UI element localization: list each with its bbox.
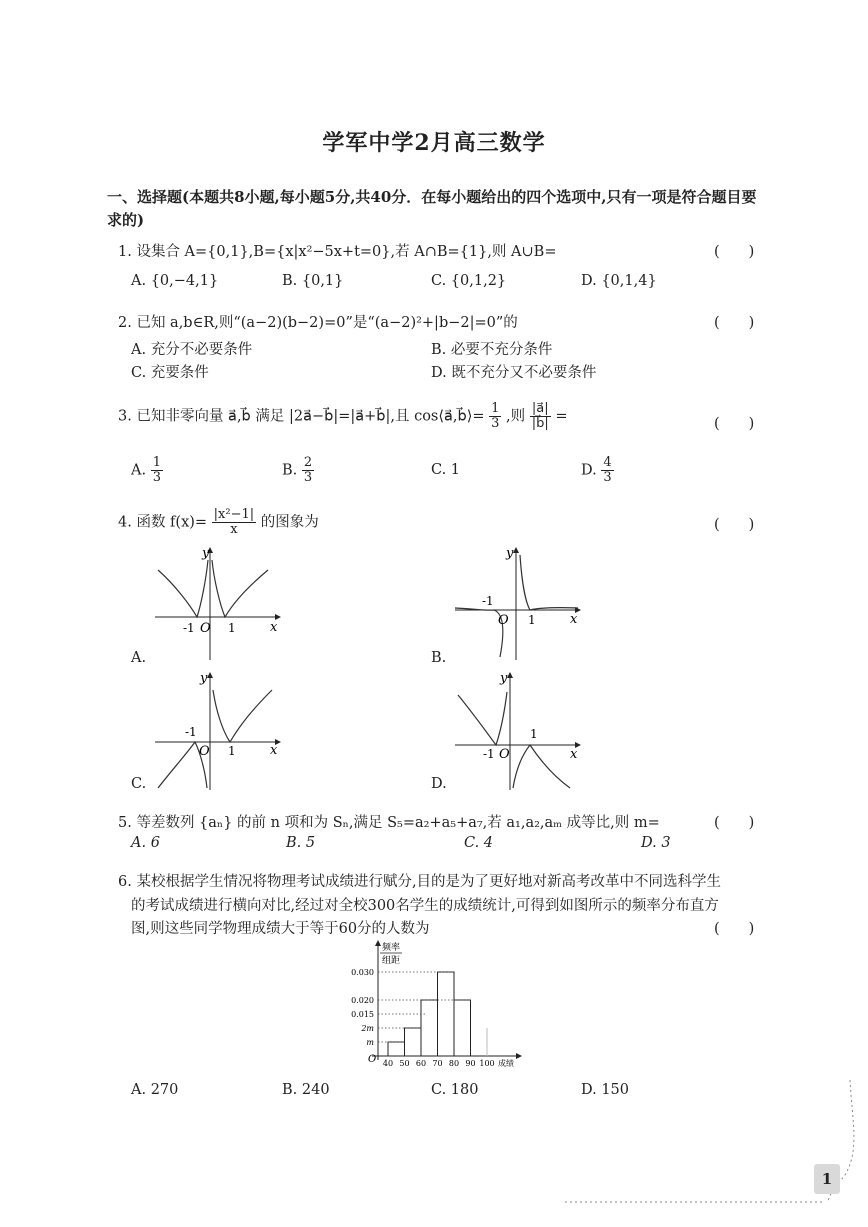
- graph-a-origin: O: [200, 621, 211, 636]
- q3-ratio-num: |a⃗|: [530, 402, 551, 417]
- page-number: 1: [821, 1170, 833, 1188]
- graph-a: [150, 545, 290, 665]
- q3-cos-num: 1: [491, 401, 500, 416]
- q3-option-b-den: 3: [303, 470, 313, 485]
- answer-paren-3: ( ): [714, 416, 755, 432]
- question-5: 5. 等差数列 {aₙ} 的前 n 项和为 Sₙ,满足 S₅=a₂+a₅+a₇,若 a₁,a₂,aₘ 成等比,则 m=: [118, 815, 660, 831]
- q3-cos-fraction: [489, 402, 501, 431]
- q6-option-a: A. 270: [131, 1082, 179, 1098]
- graph-d-x-label: x: [570, 747, 578, 762]
- q2-option-b: B. 必要不充分条件: [431, 342, 553, 358]
- q3-option-d-num: 4: [603, 455, 612, 470]
- q5-option-b: B. 5: [286, 835, 316, 851]
- section-heading: 一、选择题(本题共8小题,每小题5分,共40分．在每小题给出的四个选项中,只有一项是符合题目要求的): [107, 188, 757, 229]
- histogram-bar-40-50: [388, 1042, 405, 1056]
- histogram-ylabel-bottom: 组距: [382, 956, 401, 966]
- histogram-y-tick-label: 0.020: [351, 996, 374, 1005]
- question-1: 1. 设集合 A={0,1},B={x|x²−5x+t=0},若 A∩B={1},则 A∪B=: [118, 244, 557, 260]
- q6-option-b: B. 240: [282, 1082, 330, 1098]
- graph-d-neg1: -1: [483, 747, 495, 761]
- q3-cos-den: 3: [491, 416, 500, 431]
- q6-option-d: D. 150: [581, 1082, 630, 1098]
- q2-option-c: C. 充要条件: [131, 365, 209, 381]
- q1-option-d: D. {0,1,4}: [581, 273, 657, 289]
- q3-option-d-den: 3: [603, 470, 612, 485]
- q3-option-a-fraction: [151, 456, 163, 485]
- graph-a-pos1: 1: [228, 621, 236, 635]
- q3-option-a-num: 1: [152, 455, 161, 470]
- graph-b-neg1: -1: [482, 594, 494, 608]
- answer-paren-6: ( ): [714, 921, 755, 937]
- q4-num: |x²−1|: [213, 507, 255, 522]
- histogram-bar-70-80: [438, 972, 455, 1056]
- answer-paren-1: ( ): [714, 244, 755, 260]
- q4-option-d: D.: [431, 776, 447, 792]
- q3-option-d-fraction: [601, 456, 613, 485]
- q4-fraction: [212, 508, 256, 537]
- histogram-x-arrow: [516, 1053, 522, 1059]
- q3-option-b-label: B.: [282, 462, 298, 479]
- q1-option-b: B. {0,1}: [282, 273, 344, 289]
- frequency-histogram: [340, 938, 540, 1073]
- q3-text-mid: ,则: [506, 408, 526, 425]
- q5-option-c: C. 4: [464, 835, 494, 851]
- graph-c-y-label: y: [200, 671, 208, 686]
- graph-a-x-label: x: [270, 620, 278, 635]
- histogram-xlabel: 成绩: [498, 1059, 514, 1068]
- histogram-x-tick-label: 40: [382, 1059, 394, 1068]
- q3-option-d-label: D.: [581, 462, 597, 479]
- histogram-x-tick-label: 100: [479, 1059, 495, 1068]
- page-title: 学军中学2月高三数学: [322, 130, 546, 156]
- q1-option-c: C. {0,1,2}: [431, 273, 507, 289]
- q2-option-d: D. 既不充分又不必要条件: [431, 365, 597, 381]
- histogram-bar-60-70: [421, 1000, 438, 1056]
- graph-d-pos1: 1: [530, 727, 538, 741]
- graph-d-origin: O: [499, 747, 510, 762]
- histogram-y-tick-label: 0.015: [351, 1010, 374, 1019]
- q3-option-c: C. 1: [431, 462, 461, 478]
- q3-option-b-num: 2: [303, 455, 313, 470]
- q3-option-a: [131, 456, 163, 485]
- histogram-bar-80-90: [454, 1000, 471, 1056]
- graph-c-x-label: x: [270, 743, 278, 758]
- question-6-line-1: 6. 某校根据学生情况将物理考试成绩进行赋分,目的是为了更好地对新高考改革中不同选科学生: [118, 874, 722, 890]
- graph-d-y-label: y: [500, 671, 508, 686]
- q5-option-d: D. 3: [641, 835, 671, 851]
- q4-text-after: 的图象为: [260, 514, 319, 531]
- q3-option-b: [282, 456, 314, 485]
- histogram-y-tick-label: 2m: [361, 1024, 374, 1033]
- question-6-line-3: 图,则这些同学物理成绩大于等于60分的人数为: [131, 921, 430, 937]
- histogram-origin: O: [368, 1054, 377, 1065]
- graph-c-pos1: 1: [228, 744, 236, 758]
- question-3: [118, 402, 568, 431]
- graph-c-origin: O: [199, 744, 210, 759]
- graph-c-neg1: -1: [185, 725, 197, 739]
- q4-text-before: 4. 函数 f(x)=: [118, 514, 208, 531]
- graph-c: [150, 670, 290, 795]
- q1-option-a: A. {0,−4,1}: [131, 273, 219, 289]
- question-6-line-2: 的考试成绩进行横向对比,经过对全校300名学生的成绩统计,可得到如图所示的频率分布直方: [131, 898, 719, 914]
- q5-option-a: A. 6: [131, 835, 160, 851]
- graph-b: [450, 545, 590, 665]
- q4-option-c: C.: [131, 776, 147, 792]
- graph-a-neg1: -1: [183, 621, 195, 635]
- histogram-y-tick-label: m: [366, 1038, 374, 1047]
- q4-den: x: [230, 522, 238, 537]
- answer-paren-4: ( ): [714, 517, 755, 533]
- graph-b-origin: O: [498, 613, 509, 628]
- graph-d: [450, 670, 590, 795]
- answer-paren-5: ( ): [714, 815, 755, 831]
- q4-option-a: A.: [131, 650, 147, 666]
- graph-b-y-label: y: [506, 546, 514, 561]
- histogram-x-tick-label: 80: [448, 1059, 460, 1068]
- q3-option-a-label: A.: [131, 462, 147, 479]
- histogram-ylabel-top: 频率: [382, 943, 401, 953]
- q6-option-c: C. 180: [431, 1082, 479, 1098]
- answer-paren-2: ( ): [714, 315, 755, 331]
- histogram-x-tick-label: 60: [415, 1059, 427, 1068]
- histogram-y-tick-label: 0.030: [351, 968, 374, 977]
- histogram-bar-50-60: [405, 1028, 422, 1056]
- graph-b-x-label: x: [570, 612, 578, 627]
- q3-text-end: =: [555, 408, 568, 425]
- histogram-x-tick-label: 70: [432, 1059, 443, 1068]
- q3-text-before: 3. 已知非零向量 a⃗,b⃗ 满足 |2a⃗−b⃗|=|a⃗+b⃗|,且 cos⟨a⃗,b⃗⟩=: [118, 408, 485, 425]
- q4-option-b: B.: [431, 650, 447, 666]
- question-2: 2. 已知 a,b∈R,则“(a−2)(b−2)=0”是“(a−2)²+|b−2|=0”的: [118, 315, 518, 331]
- histogram-y-arrow: [375, 940, 381, 946]
- graph-b-pos1: 1: [528, 613, 536, 627]
- question-4: [118, 508, 319, 537]
- q2-option-a: A. 充分不必要条件: [131, 342, 253, 358]
- q3-option-b-fraction: [302, 456, 314, 485]
- histogram-x-tick-label: 50: [399, 1059, 410, 1068]
- q3-ratio-den: |b⃗|: [531, 416, 549, 431]
- q3-option-a-den: 3: [152, 470, 161, 485]
- histogram-x-tick-label: 90: [465, 1059, 476, 1068]
- graph-a-y-label: y: [202, 546, 210, 561]
- q3-option-d: [581, 456, 614, 485]
- q3-ratio-fraction: [530, 402, 551, 431]
